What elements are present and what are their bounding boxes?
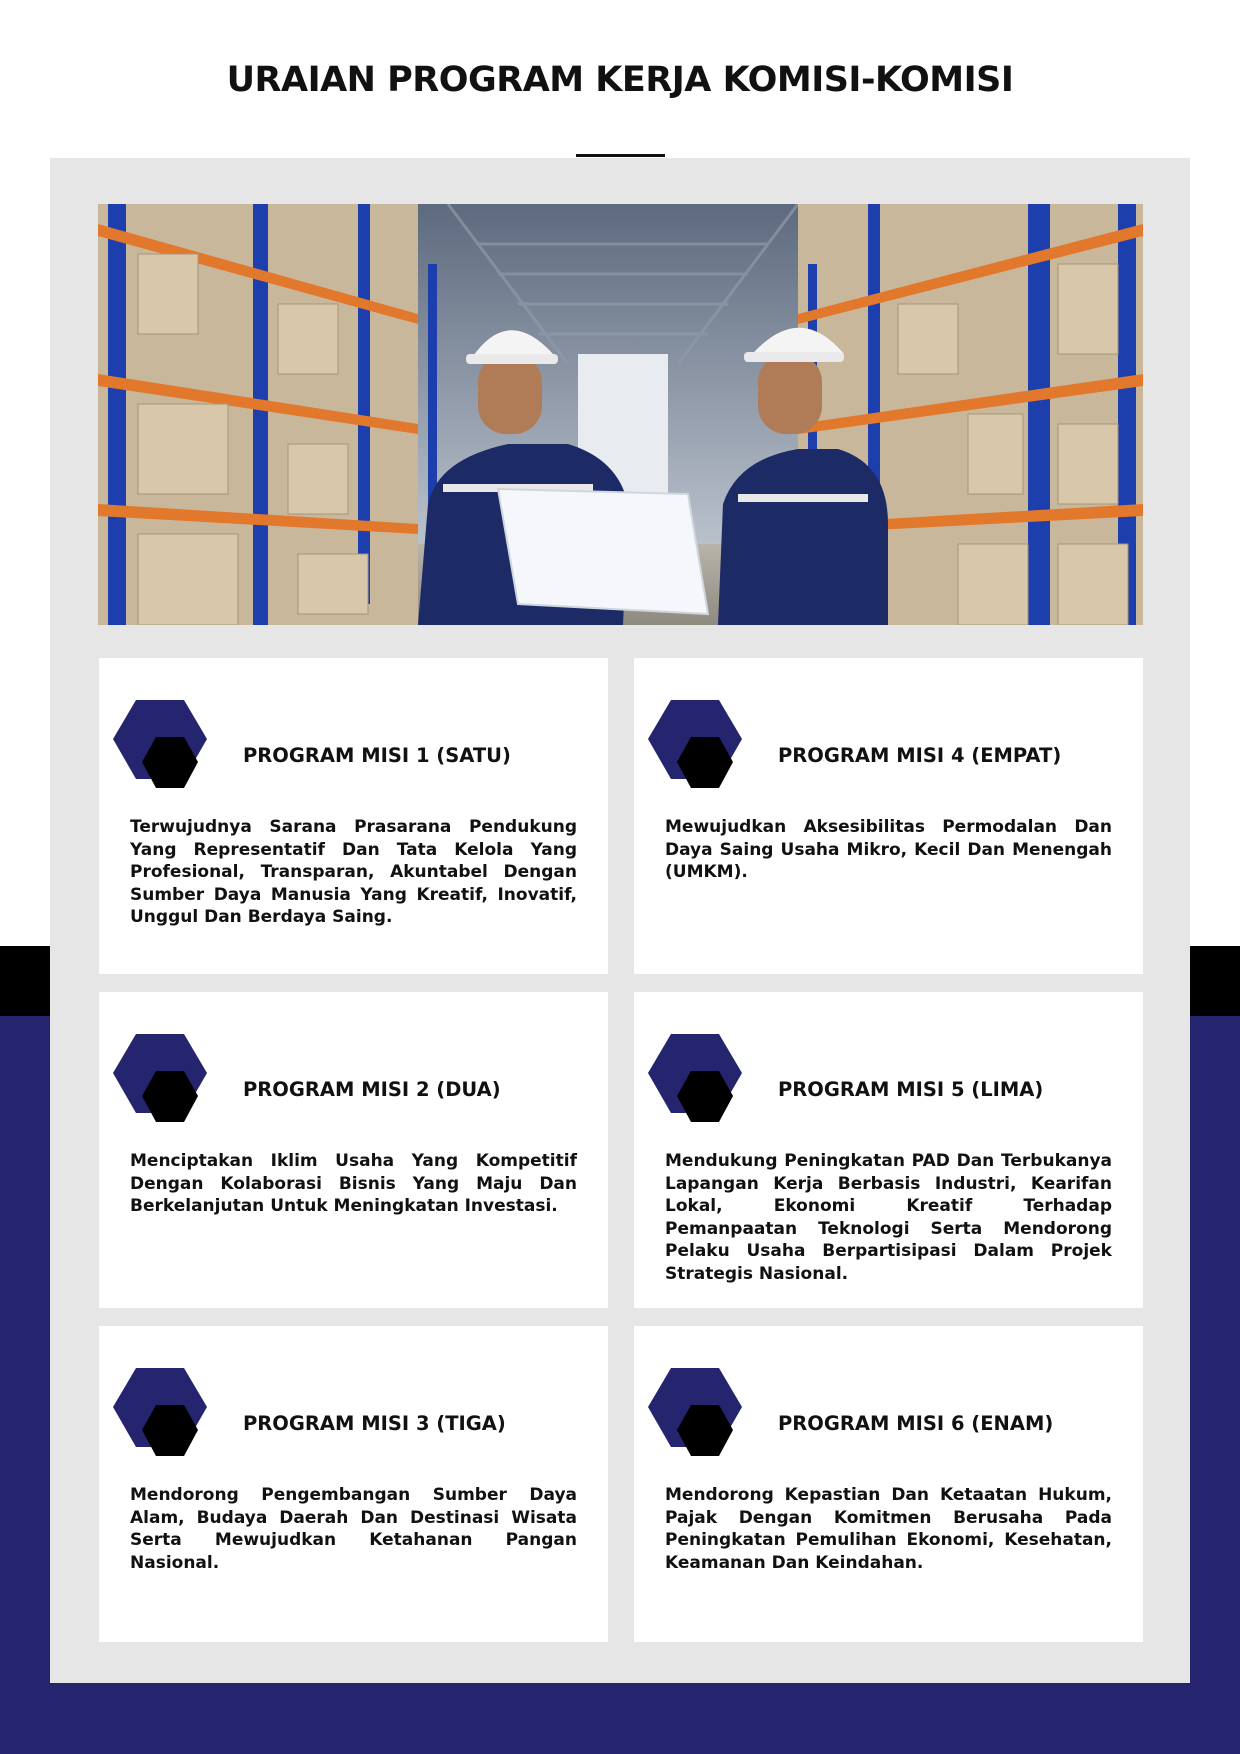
mission-card-5 [634, 992, 1143, 1308]
hero-image [98, 204, 1143, 625]
hexagon-icon [113, 1366, 209, 1460]
mission-text: Mewujudkan Aksesibilitas Permodalan Dan Daya Saing Usaha Mikro, Kecil Dan Menengah (UMKM). [665, 817, 1112, 882]
hexagon-icon [648, 1032, 744, 1126]
mission-title: PROGRAM MISI 5 (LIMA) [778, 1078, 1044, 1101]
hexagon-icon [648, 1366, 744, 1460]
warehouse-photo-illustration [98, 204, 1143, 625]
mission-title: PROGRAM MISI 4 (EMPAT) [778, 744, 1062, 767]
mission-title: PROGRAM MISI 3 (TIGA) [243, 1412, 506, 1435]
mission-text: Menciptakan Iklim Usaha Yang Kompetitif Dengan Kolaborasi Bisnis Yang Maju Dan Berkelanjutan Untuk Meningkatan Investasi. [130, 1151, 577, 1216]
title-underline [576, 154, 665, 157]
mission-text: Mendorong Kepastian Dan Ketaatan Hukum, Pajak Dengan Komitmen Berusaha Pada Peningkatan Pemulihan Ekonomi, Kesehatan, Keamanan Dan Keindahan. [665, 1485, 1112, 1573]
mission-card-4 [634, 658, 1143, 974]
page-title: URAIAN PROGRAM KERJA KOMISI-KOMISI [226, 60, 1014, 100]
mission-text: Mendukung Peningkatan PAD Dan Terbukanya Lapangan Kerja Berbasis Industri, Kearifan Lokal, Ekonomi Kreatif Terhadap Pemanpaatan Teknologi Serta Mendorong Pelaku Usaha Berpartisipasi Dalam Projek Strategis Nasional. [665, 1151, 1112, 1284]
mission-card-2 [99, 992, 608, 1308]
mission-text: Mendorong Pengembangan Sumber Daya Alam, Budaya Daerah Dan Destinasi Wisata Serta Mewujudkan Ketahanan Pangan Nasional. [130, 1485, 577, 1573]
mission-card-6 [634, 1326, 1143, 1642]
mission-card-1 [99, 658, 608, 974]
mission-card-3 [99, 1326, 608, 1642]
hexagon-icon [648, 698, 744, 792]
mission-title: PROGRAM MISI 2 (DUA) [243, 1078, 501, 1101]
mission-title: PROGRAM MISI 6 (ENAM) [778, 1412, 1054, 1435]
hexagon-icon [113, 698, 209, 792]
mission-title: PROGRAM MISI 1 (SATU) [243, 744, 511, 767]
hexagon-icon [113, 1032, 209, 1126]
mission-text: Terwujudnya Sarana Prasarana Pendukung Yang Representatif Dan Tata Kelola Yang Profesional, Transparan, Akuntabel Dengan Sumber Daya Manusia Yang Kreatif, Inovatif, Unggul Dan Berdaya Saing. [130, 817, 577, 927]
